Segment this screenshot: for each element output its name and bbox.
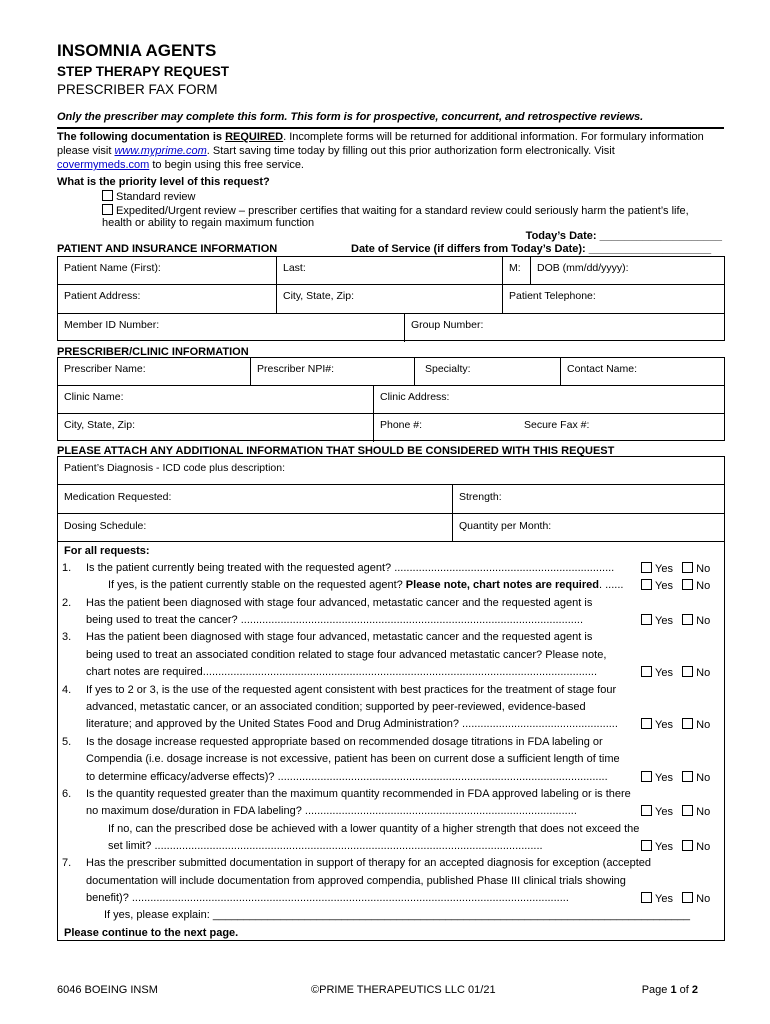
- footer-copyright: ©PRIME THERAPEUTICS LLC 01/21: [311, 984, 496, 996]
- patient-middle-initial-field[interactable]: M:: [502, 257, 530, 284]
- patient-dob-field[interactable]: DOB (mm/dd/yyyy):: [530, 257, 724, 284]
- page-current: 1: [670, 984, 677, 996]
- diagnosis-row: [58, 457, 724, 485]
- yes-label: Yes: [655, 667, 673, 679]
- question-3-line-3: chart notes are required.................................................................................................................................: [86, 666, 598, 678]
- no-checkbox[interactable]: [682, 892, 693, 903]
- todays-date-field[interactable]: Today’s Date: ____________________: [525, 230, 722, 242]
- medication-row: [58, 485, 724, 514]
- question-number: 4.: [62, 684, 72, 696]
- yes-checkbox[interactable]: [641, 718, 652, 729]
- documentation-line2-prefix: please visit: [57, 145, 115, 157]
- patient-first-name-field[interactable]: Patient Name (First):: [64, 262, 161, 274]
- yes-label: Yes: [655, 719, 673, 731]
- documentation-after-required: . Incomplete forms will be returned for additional information. For formulary information: [283, 131, 704, 143]
- group-number-field[interactable]: Group Number:: [404, 314, 724, 342]
- yes-checkbox[interactable]: [641, 562, 652, 573]
- standard-review-option[interactable]: [102, 190, 196, 203]
- patient-last-name-field[interactable]: Last:: [276, 257, 502, 284]
- no-label: No: [696, 563, 711, 575]
- question-number: 6.: [62, 788, 72, 800]
- question-1-text: Is the patient currently being treated with the requested agent? ........................................................................: [86, 562, 615, 574]
- question-3-line-2: being used to treat an associated condition related to stage four advanced metastatic cancer? Please note,: [86, 649, 607, 661]
- prescriber-info-grid: [57, 357, 725, 441]
- patient-section-heading: PATIENT AND INSURANCE INFORMATION: [57, 243, 278, 255]
- documentation-lead: The following documentation is: [57, 131, 226, 143]
- question-7a-explain-field[interactable]: If yes, please explain: ______________________________________________________________________________: [104, 909, 691, 921]
- patient-row-address: [58, 285, 724, 314]
- yes-checkbox[interactable]: [641, 666, 652, 677]
- prescriber-npi-field[interactable]: Prescriber NPI#:: [250, 358, 414, 385]
- prescriber-row-2: [58, 386, 724, 414]
- yes-checkbox[interactable]: [641, 579, 652, 590]
- yes-checkbox[interactable]: [641, 840, 652, 851]
- no-label: No: [696, 806, 711, 818]
- question-5-line-2: Compendia (i.e. dosage increase is not excessive, patient has been on current dose a sufficient length of time: [86, 753, 620, 765]
- documentation-line2-suffix: . Start saving time today by filling out this prior authorization form electronically. Visit: [206, 145, 615, 157]
- question-7-line-1: Has the prescriber submitted documentation in support of therapy for an accepted diagnosis for exception (accepted: [86, 857, 651, 869]
- patient-city-field[interactable]: City, State, Zip:: [276, 285, 502, 313]
- yes-label: Yes: [655, 615, 673, 627]
- question-6-line-2: no maximum dose/duration in FDA labeling? .........................................................................................: [86, 805, 577, 817]
- question-4-answer: [641, 718, 710, 731]
- question-4-line-2: advanced, metastatic cancer, or an associated condition; supported by peer-reviewed, evidence-based: [86, 701, 586, 713]
- member-id-field[interactable]: Member ID Number:: [64, 319, 160, 331]
- quantity-per-month-field[interactable]: Quantity per Month:: [452, 514, 724, 541]
- question-1a-prefix: If yes, is the patient currently stable on the requested agent?: [108, 579, 406, 591]
- priority-question: What is the priority level of this request?: [57, 176, 270, 188]
- continue-note: Please continue to the next page.: [64, 927, 239, 939]
- form-subtitle: STEP THERAPY REQUEST: [57, 64, 230, 79]
- question-6-line-1: Is the quantity requested greater than the maximum quantity recommended in FDA approved labeling or is there: [86, 788, 631, 800]
- question-5-line-1: Is the dosage increase requested appropriate based on recommended dosage titrations in FDA labeling or: [86, 736, 603, 748]
- no-checkbox[interactable]: [682, 666, 693, 677]
- no-label: No: [696, 841, 711, 853]
- yes-checkbox[interactable]: [641, 892, 652, 903]
- no-checkbox[interactable]: [682, 805, 693, 816]
- yes-label: Yes: [655, 563, 673, 575]
- yes-label: Yes: [655, 841, 673, 853]
- no-checkbox[interactable]: [682, 562, 693, 573]
- no-checkbox[interactable]: [682, 771, 693, 782]
- specialty-field[interactable]: Specialty:: [414, 358, 560, 385]
- contact-name-field[interactable]: Contact Name:: [560, 358, 724, 385]
- documentation-line3-suffix: to begin using this free service.: [149, 159, 304, 171]
- no-label: No: [696, 893, 711, 905]
- patient-info-grid: [57, 256, 725, 341]
- page-prefix: Page: [641, 984, 671, 996]
- chart-notes-required: Please note, chart notes are required: [405, 579, 599, 591]
- page-total: 2: [691, 984, 698, 996]
- required-word: REQUIRED: [225, 131, 284, 143]
- question-number: 2.: [62, 597, 72, 609]
- question-number: 1.: [62, 562, 72, 574]
- question-4-line-3: literature; and approved by the United States Food and Drug Administration? ...................................................: [86, 718, 618, 730]
- header-rule: [57, 127, 724, 129]
- expedited-review-label: Expedited/Urgent review – prescriber certifies that waiting for a standard review could seriously harm the patient’s life,: [116, 205, 689, 217]
- no-checkbox[interactable]: [682, 579, 693, 590]
- medication-field[interactable]: Medication Requested:: [64, 491, 172, 503]
- yes-label: Yes: [655, 806, 673, 818]
- dosing-schedule-field[interactable]: Dosing Schedule:: [64, 520, 147, 532]
- secure-fax-field[interactable]: Secure Fax #:: [524, 419, 590, 431]
- question-6a-line-1: If no, can the prescribed dose be achieved with a lower quantity of a higher strength that does not exceed the: [108, 823, 640, 835]
- question-2-answer: [641, 614, 710, 627]
- prescriber-notice: Only the prescriber may complete this form. This form is for prospective, concurrent, and retrospective reviews.: [57, 111, 644, 123]
- no-label: No: [696, 580, 711, 592]
- question-3-answer: [641, 666, 710, 679]
- page-mid: of: [676, 984, 692, 996]
- clinic-phone-field[interactable]: Phone #:: [373, 414, 516, 442]
- yes-label: Yes: [655, 580, 673, 592]
- documentation-line-3: [57, 159, 304, 171]
- expedited-review-option[interactable]: [102, 204, 689, 217]
- no-label: No: [696, 772, 711, 784]
- question-3-line-1: Has the patient been diagnosed with stage four advanced, metastatic cancer and the requested agent is: [86, 631, 593, 643]
- question-number: 7.: [62, 857, 72, 869]
- no-label: No: [696, 719, 711, 731]
- dosing-row: [58, 514, 724, 542]
- strength-field[interactable]: Strength:: [452, 485, 724, 513]
- patient-telephone-field[interactable]: Patient Telephone:: [502, 285, 724, 313]
- expedited-review-checkbox[interactable]: [102, 204, 113, 215]
- yes-checkbox[interactable]: [641, 805, 652, 816]
- yes-checkbox[interactable]: [641, 614, 652, 625]
- prescriber-name-field[interactable]: Prescriber Name:: [64, 363, 146, 375]
- prescriber-row-1: [58, 358, 724, 386]
- prescriber-row-3: [58, 414, 724, 442]
- question-6a-answer: [641, 840, 710, 853]
- question-7-line-2: documentation will include documentation from approved compendia, published Phase III clinical trials showing: [86, 875, 626, 887]
- standard-review-label: Standard review: [116, 191, 196, 203]
- question-5-answer: [641, 771, 710, 784]
- questions-heading: For all requests:: [64, 545, 150, 557]
- question-5-line-3: to determine efficacy/adverse effects)? ............................................................................................................: [86, 771, 608, 783]
- footer-form-id: 6046 BOEING INSM: [57, 984, 158, 996]
- expedited-review-label-line-2: health or ability to regain maximum function: [102, 217, 315, 229]
- diagnosis-field[interactable]: Patient’s Diagnosis - ICD code plus description:: [64, 462, 285, 474]
- prescriber-section-heading: PRESCRIBER/CLINIC INFORMATION: [57, 346, 249, 358]
- standard-review-checkbox[interactable]: [102, 190, 113, 201]
- documentation-line-2: [57, 145, 615, 157]
- covermymeds-link[interactable]: covermymeds.com: [57, 159, 150, 171]
- question-1a-text: [108, 579, 623, 591]
- question-6-answer: [641, 805, 710, 818]
- form-title: INSOMNIA AGENTS: [57, 41, 217, 60]
- yes-label: Yes: [655, 893, 673, 905]
- question-7-line-3: benefit)? ...............................................................................................................................................: [86, 892, 569, 904]
- question-1a-answer: [641, 579, 710, 592]
- patient-row-member: [58, 314, 724, 342]
- question-2-line-2: being used to treat the cancer? ................................................................................................................: [86, 614, 584, 626]
- question-1a-suffix: . ......: [598, 579, 624, 591]
- yes-checkbox[interactable]: [641, 771, 652, 782]
- no-checkbox[interactable]: [682, 614, 693, 625]
- patient-row-name: [58, 257, 724, 285]
- no-checkbox[interactable]: [682, 718, 693, 729]
- footer-page-number: [642, 984, 698, 996]
- date-of-service-field[interactable]: Date of Service (if differs from Today’s Date): ____________________: [351, 243, 712, 255]
- yes-label: Yes: [655, 772, 673, 784]
- form-type: PRESCRIBER FAX FORM: [57, 82, 218, 97]
- attach-heading: PLEASE ATTACH ANY ADDITIONAL INFORMATION THAT SHOULD BE CONSIDERED WITH THIS REQUEST: [57, 445, 615, 457]
- no-label: No: [696, 615, 711, 627]
- question-1-answer: [641, 562, 710, 575]
- clinic-name-field[interactable]: Clinic Name:: [64, 391, 124, 403]
- clinic-city-field[interactable]: City, State, Zip:: [64, 419, 135, 431]
- question-4-line-1: If yes to 2 or 3, is the use of the requested agent consistent with best practices for the treatment of stage four: [86, 684, 617, 696]
- question-7-answer: [641, 892, 710, 905]
- question-2-line-1: Has the patient been diagnosed with stage four advanced, metastatic cancer and the requested agent is: [86, 597, 593, 609]
- question-number: 5.: [62, 736, 72, 748]
- no-checkbox[interactable]: [682, 840, 693, 851]
- no-label: No: [696, 667, 711, 679]
- question-number: 3.: [62, 631, 72, 643]
- documentation-line-1: [57, 131, 704, 143]
- clinic-address-field[interactable]: Clinic Address:: [373, 386, 724, 413]
- question-6a-line-2: set limit? ...............................................................................................................................: [108, 840, 543, 852]
- myprime-link[interactable]: www.myprime.com: [114, 145, 207, 157]
- patient-address-field[interactable]: Patient Address:: [64, 290, 141, 302]
